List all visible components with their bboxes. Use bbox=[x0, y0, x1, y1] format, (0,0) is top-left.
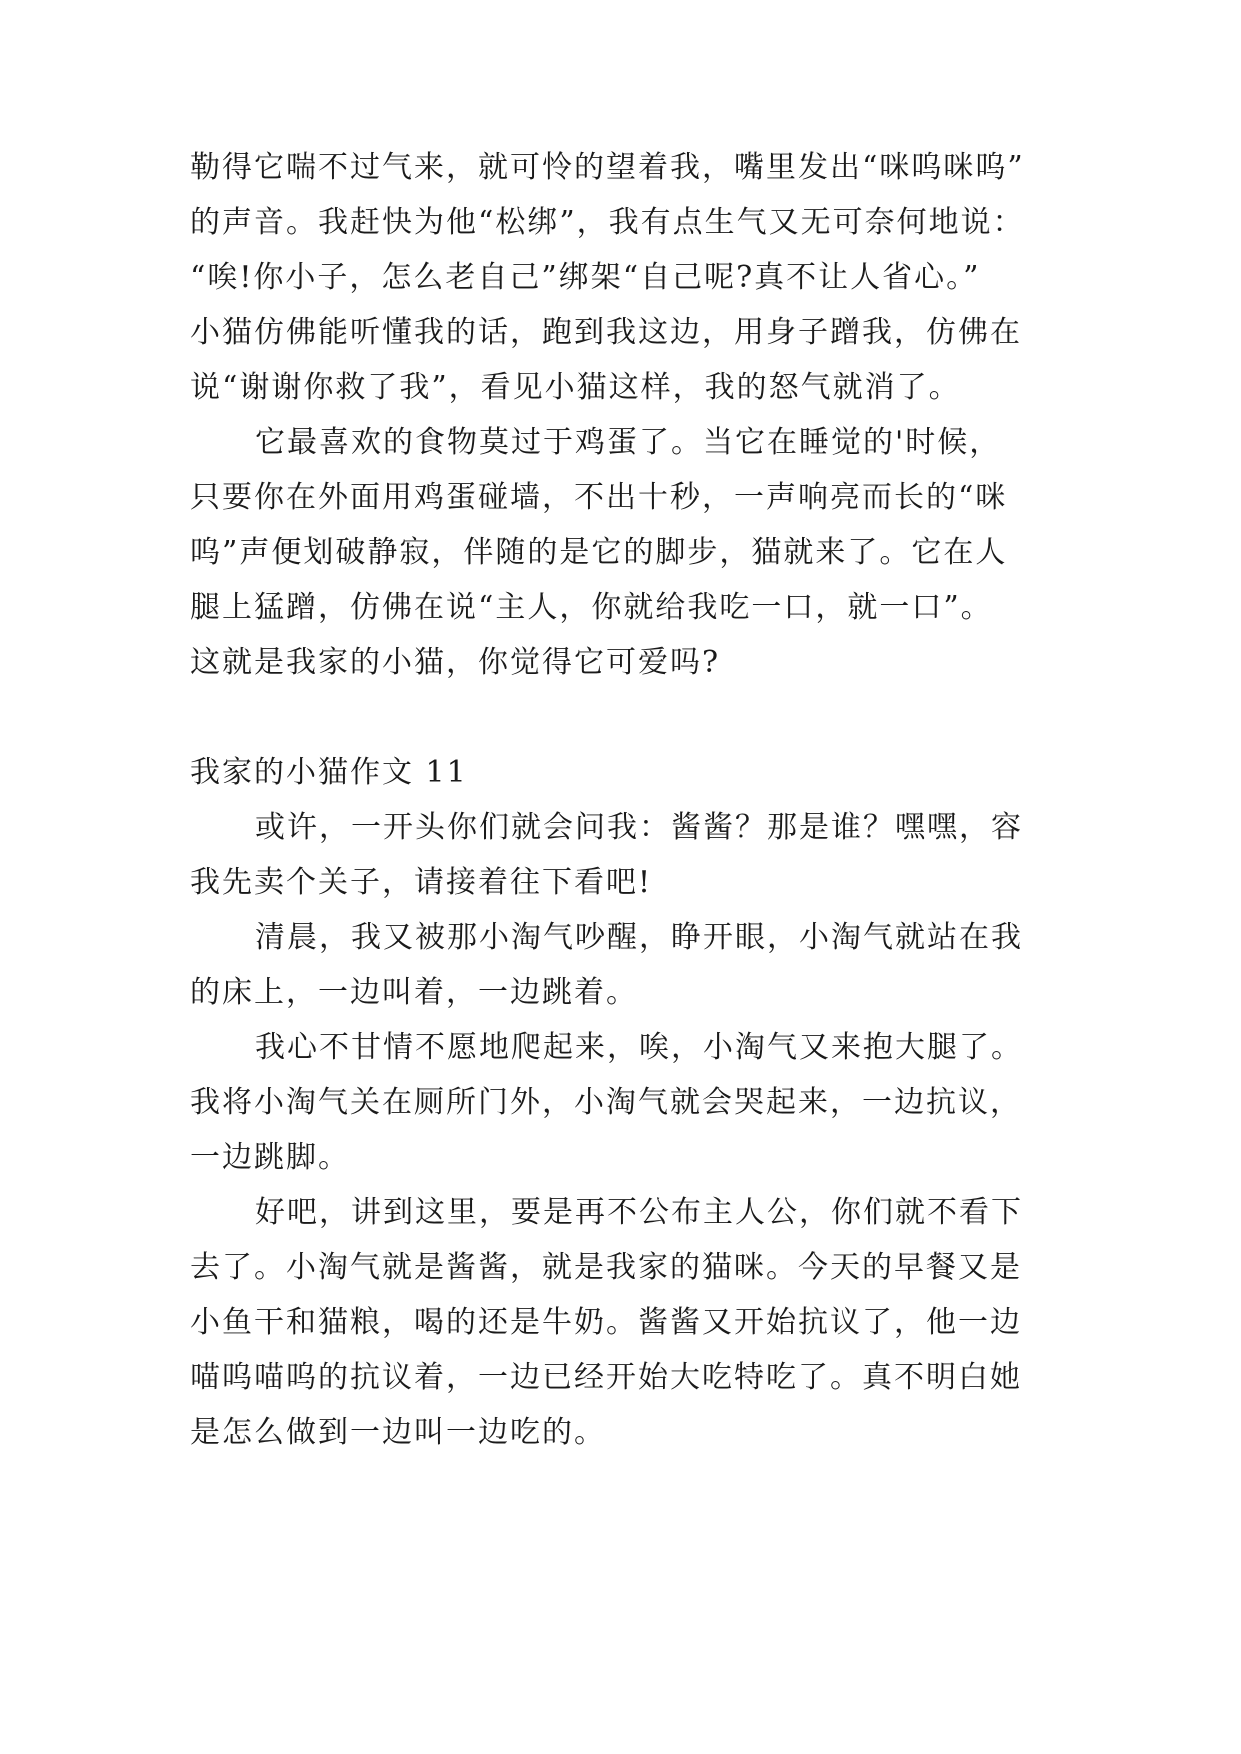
text-line: 只要你在外面用鸡蛋碰墙，不出十秒，一声响亮而长的“咪 bbox=[190, 480, 1008, 515]
text-line: “唉!你小子，怎么老自己”绑架“自己呢?真不让人省心。” bbox=[190, 260, 981, 295]
text-line: 我先卖个关子，请接着往下看吧! bbox=[190, 865, 653, 900]
text-line: 是怎么做到一边叫一边吃的。 bbox=[190, 1415, 606, 1450]
text-line: 说“谢谢你救了我”，看见小猫这样，我的怒气就消了。 bbox=[190, 370, 961, 405]
text-line: 勒得它喘不过气来，就可怜的望着我，嘴里发出“咪呜咪呜” bbox=[190, 150, 1025, 185]
text-line: 呜”声便划破静寂，伴随的是它的脚步，猫就来了。它在人 bbox=[190, 535, 1008, 570]
text-line: 腿上猛蹭，仿佛在说“主人，你就给我吃一口，就一口”。 bbox=[190, 590, 993, 625]
text-line: 的声音。我赶快为他“松绑”，我有点生气又无可奈何地说： bbox=[190, 205, 1025, 240]
text-line: 这就是我家的小猫，你觉得它可爱吗? bbox=[190, 645, 721, 680]
text-line: 好吧，讲到这里，要是再不公布主人公，你们就不看下 bbox=[255, 1195, 1023, 1230]
text-line: 我将小淘气关在厕所门外，小淘气就会哭起来，一边抗议， bbox=[190, 1085, 1022, 1120]
text-line: 小鱼干和猫粮，喝的还是牛奶。酱酱又开始抗议了，他一边 bbox=[190, 1305, 1022, 1340]
section-heading: 我家的小猫作文 11 bbox=[190, 755, 468, 790]
text-line: 的床上，一边叫着，一边跳着。 bbox=[190, 975, 638, 1010]
text-line: 或许，一开头你们就会问我：酱酱？那是谁？嘿嘿，容 bbox=[255, 810, 1023, 845]
text-line: 小猫仿佛能听懂我的话，跑到我这边，用身子蹭我，仿佛在 bbox=[190, 315, 1022, 350]
text-line: 它最喜欢的食物莫过于鸡蛋了。当它在睡觉的'时候， bbox=[255, 425, 1002, 460]
text-line: 我心不甘情不愿地爬起来，唉，小淘气又来抱大腿了。 bbox=[255, 1030, 1023, 1065]
text-line: 清晨，我又被那小淘气吵醒，睁开眼，小淘气就站在我 bbox=[255, 920, 1023, 955]
text-line: 去了。小淘气就是酱酱，就是我家的猫咪。今天的早餐又是 bbox=[190, 1250, 1022, 1285]
text-line: 一边跳脚。 bbox=[190, 1140, 350, 1175]
text-line: 喵呜喵呜的抗议着，一边已经开始大吃特吃了。真不明白她 bbox=[190, 1360, 1022, 1395]
